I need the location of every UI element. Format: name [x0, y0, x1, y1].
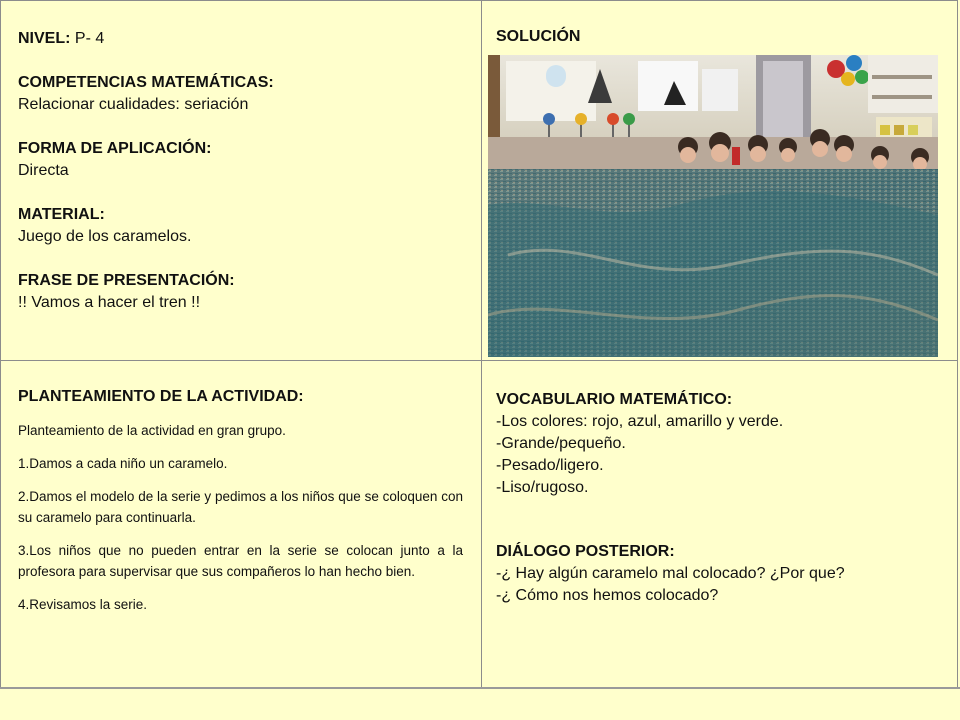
- step-3: 3.Los niños que no pueden entrar en la serie se colocan junto a la profesora para supervisar que sus compañeros lo han hecho bien.: [18, 543, 463, 579]
- forma-heading: FORMA DE APLICACIÓN:: [18, 140, 212, 157]
- material-text: Juego de los caramelos.: [18, 228, 192, 245]
- step-1: 1.Damos a cada niño un caramelo.: [18, 456, 228, 471]
- frase-text: !! Vamos a hacer el tren !!: [18, 294, 201, 311]
- vocab-item: -Los colores: rojo, azul, amarillo y verde.: [496, 413, 784, 430]
- dialogo-item: -¿ Cómo nos hemos colocado?: [496, 587, 719, 604]
- planteamiento-intro: Planteamiento de la actividad en gran grupo.: [18, 423, 286, 438]
- dialogo-item: -¿ Hay algún caramelo mal colocado? ¿Por que?: [496, 565, 845, 582]
- step-2: 2.Damos el modelo de la serie y pedimos a los niños que se coloquen con su caramelo para continuarla.: [18, 489, 463, 525]
- activity-info-cell: [18, 28, 473, 314]
- competencias-text: Relacionar cualidades: seriación: [18, 96, 249, 113]
- nivel-line: [18, 28, 473, 50]
- material-heading: MATERIAL:: [18, 206, 105, 223]
- step-4: 4.Revisamos la serie.: [18, 597, 148, 612]
- vocabulario-heading: VOCABULARIO MATEMÁTICO:: [496, 391, 733, 408]
- classroom-photo: [488, 55, 938, 357]
- bottom-rule: [0, 687, 960, 689]
- row-divider: [0, 360, 958, 361]
- planteamiento-heading: PLANTEAMIENTO DE LA ACTIVIDAD:: [18, 388, 304, 405]
- vocab-item: -Liso/rugoso.: [496, 479, 589, 496]
- vocab-item: -Grande/pequeño.: [496, 435, 626, 452]
- nivel-label: NIVEL:: [18, 30, 71, 47]
- solution-cell: [496, 26, 946, 48]
- competencias-heading: COMPETENCIAS MATEMÁTICAS:: [18, 74, 274, 91]
- activity-plan-cell: [18, 386, 463, 615]
- frase-heading: FRASE DE PRESENTACIÓN:: [18, 272, 235, 289]
- vocabulary-dialogue-cell: [496, 389, 946, 607]
- vocab-item: -Pesado/ligero.: [496, 457, 604, 474]
- dialogo-heading: DIÁLOGO POSTERIOR:: [496, 543, 675, 560]
- solucion-heading: SOLUCIÓN: [496, 28, 581, 45]
- forma-text: Directa: [18, 162, 69, 179]
- column-divider: [481, 0, 482, 688]
- nivel-value: P- 4: [70, 30, 105, 47]
